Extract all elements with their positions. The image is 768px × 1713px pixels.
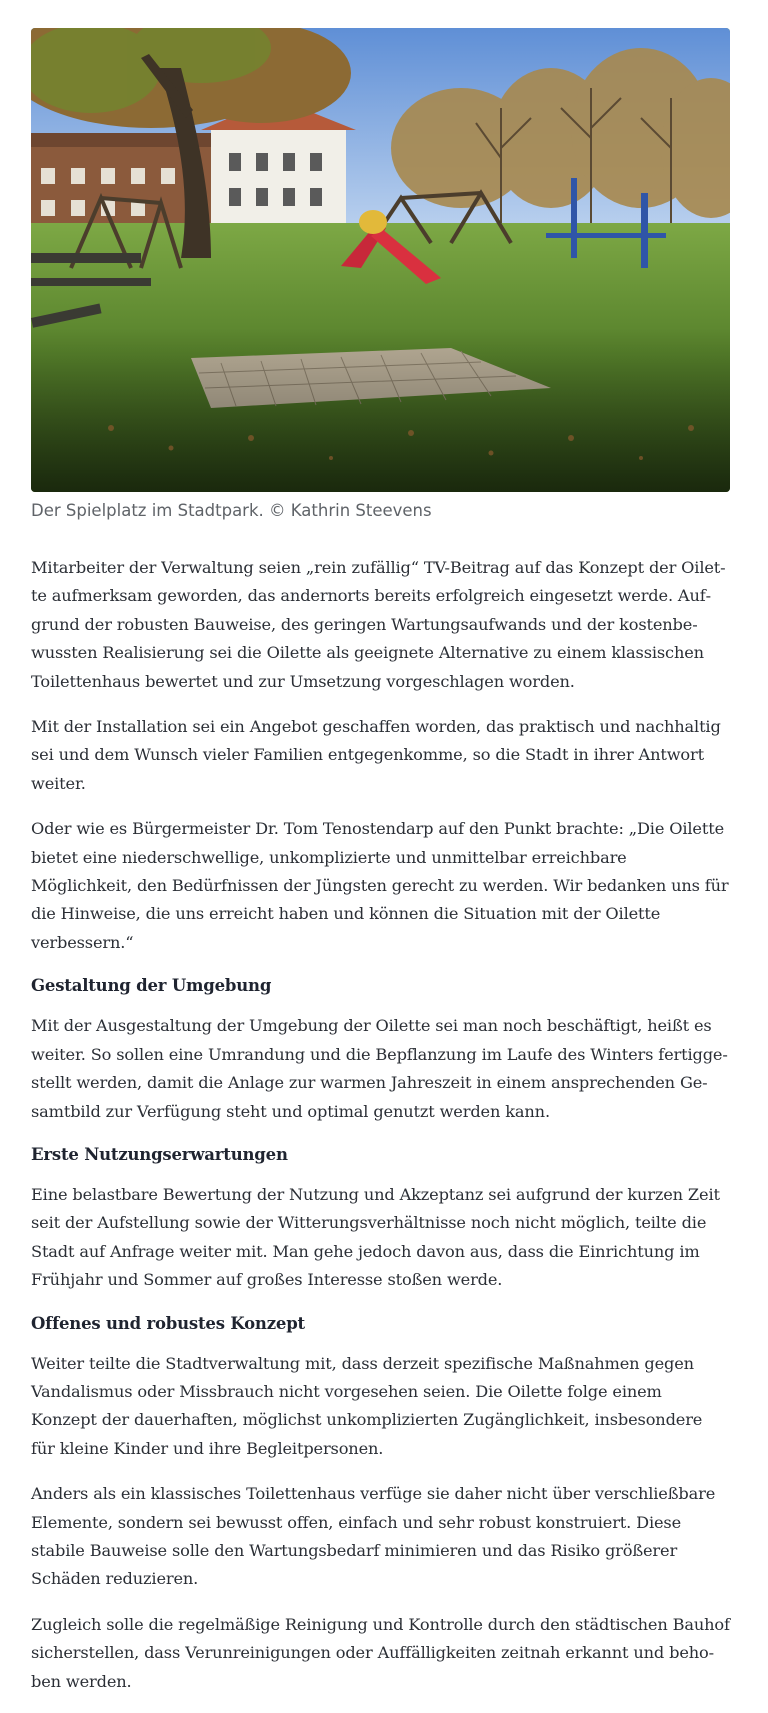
section-heading-gestaltung: Gestaltung der Umgebung (31, 976, 272, 996)
paragraph-5: Eine belastbare Bewertung der Nutzung und Akzeptanz sei aufgrund der kurzen Zeit seit der Aufstellung sowie der Witterungsverhältnisse noch nicht möglich, teilte die Stadt auf Anfrage weiter mit. Man gehe jedoch davon aus, dass die Einrichtung im Frühjahr und Sommer auf großes Interesse stoßen werde. (31, 1184, 720, 1290)
paragraph-6: Weiter teilte die Stadtverwaltung mit, dass derzeit spezifische Maßnahmen gegen Vandalismus oder Missbrauch nicht vorgesehen seien. Die Oilette folge einem Konzept der dauerhaften, möglichst unkomplizierten Zugänglichkeit, insbesondere für kleine Kinder und ihre Begleitpersonen. (31, 1353, 703, 1458)
section-heading-konzept: Offenes und robustes Konzept (31, 1313, 305, 1333)
article-photo[interactable] (31, 28, 730, 492)
playground-photo (31, 28, 730, 492)
paragraph-3: Oder wie es Bürgermeister Dr. Tom Tenostendarp auf den Punkt brachte: „Die Oilette bietet eine niederschwellige, unkomplizierte und unmittelbar erreichbare Möglichkeit, den Bedürfnissen der Jüngsten gerecht zu werden. Wir bedanken uns für die Hinweise, die uns erreicht haben und können die Situation mit der Oilette verbessern.“ (31, 819, 729, 952)
paragraph-8: Zugleich solle die regelmäßige Reinigung und Kontrolle durch den städtischen Bauhof sicherstellen, dass Verunreinigungen oder Auffälligkeiten zeitnah erkannt und behoben werden. (31, 1614, 730, 1691)
paragraph-2: Mit der Installation sei ein Angebot geschaffen worden, das praktisch und nachhaltig sei und dem Wunsch vieler Familien entgegenkomme, so die Stadt in ihrer Antwort weiter. (31, 717, 721, 793)
paragraph-7: Anders als ein klassisches Toilettenhaus verfüge sie daher nicht über verschließbare Elemente, sondern sei bewusst offen, einfach und sehr robust konstruiert. Diese stabile Bauweise solle den Wartungsbedarf minimieren und das Risiko größerer Schäden reduzieren. (31, 1484, 716, 1589)
article-body (31, 554, 730, 1713)
section-heading-nutzungserwartungen: Erste Nutzungserwartungen (31, 1144, 288, 1164)
paragraph-1: Mitarbeiter der Verwaltung seien „rein zufällig“ TV-Beitrag auf das Konzept der Oilette aufmerksam geworden, das andernorts bereits erfolgreich eingesetzt werde. Aufgrund der robusten Bauweise, des geringen Wartungsaufwands und der kostenbewussten Realisierung sei die Oilette als geeignete Alternative zu einem klassischen Toilettenhaus bewertet und zur Umsetzung vorgeschlagen worden. (31, 558, 726, 691)
paragraph-4: Mit der Ausgestaltung der Umgebung der Oilette sei man noch beschäftigt, heißt es weiter. So sollen eine Umrandung und die Bepflanzung im Laufe des Winters fertiggestellt werden, damit die Anlage zur warmen Jahreszeit in einem ansprechenden Gesamtbild zur Verfügung steht und optimal genutzt werden kann. (31, 1016, 728, 1121)
expand-icon (692, 40, 730, 492)
image-caption: Der Spielplatz im Stadtpark. © Kathrin Steevens (31, 501, 432, 520)
expand-image-button[interactable] (692, 40, 718, 66)
